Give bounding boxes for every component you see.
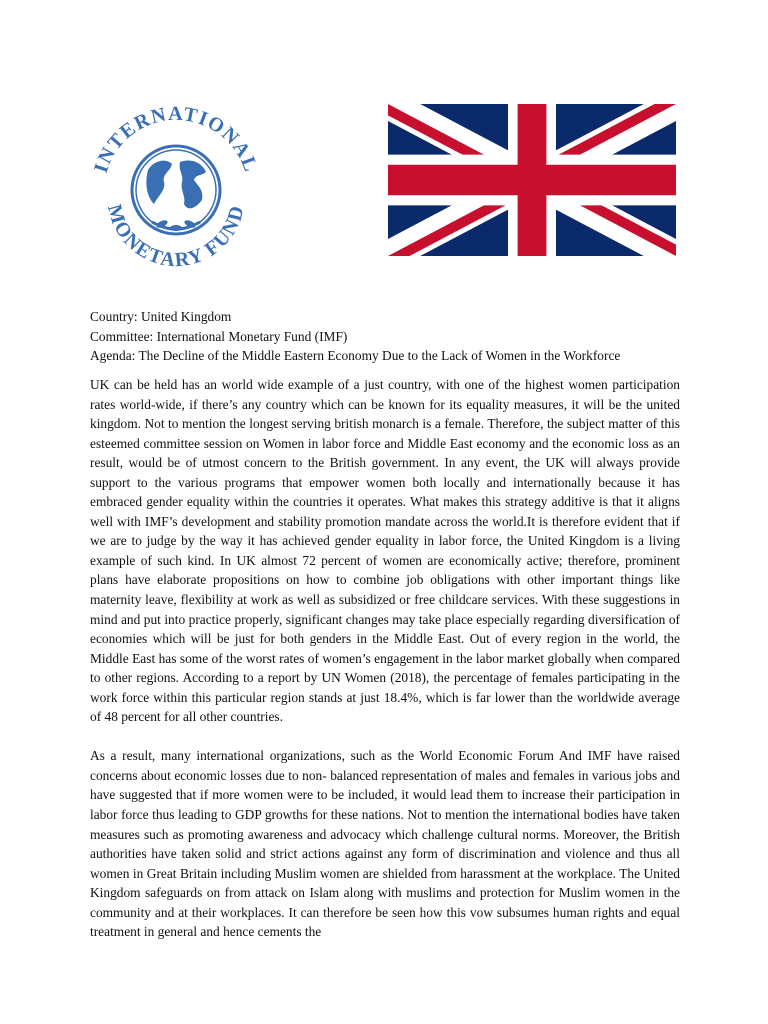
committee-line: Committee: International Monetary Fund (IMF) <box>90 328 348 344</box>
svg-text:MONETARY FUND: MONETARY FUND <box>102 202 249 272</box>
paragraph-2: As a result, many international organizations, such as the World Economic Forum And IMF have raised concerns about economic losses due to non- balanced representation of males and females in various jobs and have suggested that if more women were to be included, it would lead them to increase their participation in labor force thus leading to GDP growths for these nations. Not to mention the international bodies have taken measures such as promoting awareness and advocacy which challenge cultural norms. Moreover, the British authorities have taken solid and strict actions against any form of discrimination and violence and thus all women in Great Britain including Muslim women are shielded from harassment at the workplace. The United Kingdom safeguards on from attack on Islam along with muslims and protection for Muslim women in the community and at their workplaces. It can therefore be seen how this vow subsumes human rights and equal treatment in general and hence cements the <box>90 748 680 940</box>
svg-text:INTERNATIONAL: INTERNATIONAL <box>92 102 260 176</box>
union-jack-icon <box>388 104 676 256</box>
agenda-line: Agenda: The Decline of the Middle Eastern Economy Due to the Lack of Women in the Workforce <box>90 348 621 363</box>
paragraph-1: UK can be held has an world wide example of a just country, with one of the highest women participation rates world-wide, if there’s any country which can be known for its equality measures, it will be the united kingdom. Not to mention the longest serving british monarch is a female. Therefore, the subject matter of this esteemed committee session on Women in labor force and Middle East economy and the economic loss as an result, would be of utmost concern to the British government. In any event, the UK will always provide support to the various programs that empower women both locally and internationally because it has embraced gender equality within the countries it operates. What makes this strategy additive is that it aligns well with IMF’s development and stability promotion mandate across the world.It is therefore evident that if we are to judge by the way it has achieved gender equality in labor force, the United Kingdom is a living example of such kind. In UK almost 72 percent of women are economically active; therefore, prominent plans have elaborate propositions on how to combine job obligations with other important things like maternity leave, flexibility at work as well as subsidized or free childcare services. With these suggestions in mind and put into practice properly, significant changes may take place especially regarding diversification of economies which will be just for both genders in the Middle East. Out of every region in the world, the Middle East has some of the worst rates of women’s engagement in the labor market globally when compared to other regions. According to a report by UN Women (2018), the percentage of females participating in the work force within this particular region stands at just 18.4%, which is far lower than the worldwide average of 48 percent for all other countries. <box>90 377 680 725</box>
uk-flag <box>388 104 676 256</box>
country-line: Country: United Kingdom <box>90 309 232 324</box>
imf-seal-icon <box>92 100 260 278</box>
imf-logo <box>92 100 260 278</box>
document-body <box>90 375 680 961</box>
document-header <box>90 307 690 366</box>
